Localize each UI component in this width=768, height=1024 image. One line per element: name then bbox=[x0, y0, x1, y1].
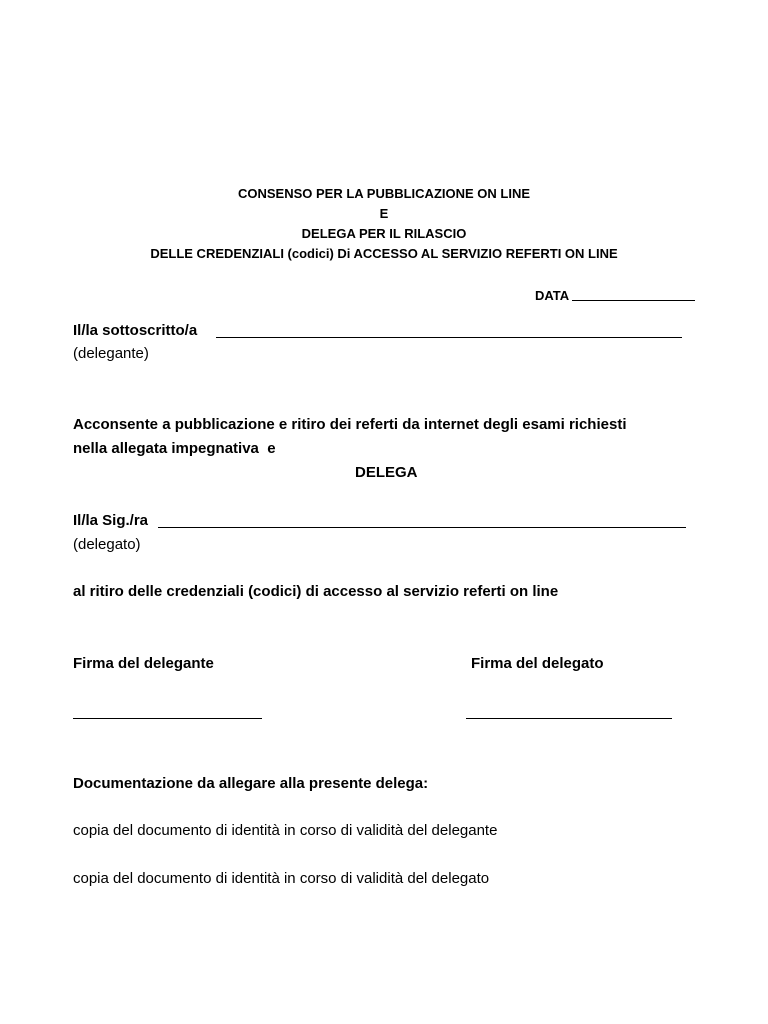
signature-delegato-label: Firma del delegato bbox=[471, 655, 604, 672]
delegante-name-line[interactable] bbox=[216, 337, 682, 338]
signature-delegato-line[interactable] bbox=[466, 718, 672, 719]
consent-text-line-1: Acconsente a pubblicazione e ritiro dei referti da internet degli esami richiesti bbox=[73, 416, 627, 433]
purpose-text: al ritiro delle credenziali (codici) di accesso al servizio referti on line bbox=[73, 583, 559, 600]
form-title-line-1: CONSENSO PER LA PUBBLICAZIONE ON LINE bbox=[237, 186, 531, 201]
date-label: DATA bbox=[535, 288, 570, 303]
signature-delegante-label: Firma del delegante bbox=[73, 655, 214, 672]
delega-heading: DELEGA bbox=[355, 464, 418, 481]
documentation-title: Documentazione da allegare alla presente delega: bbox=[73, 775, 429, 792]
delegante-label: Il/la sottoscritto/a bbox=[73, 322, 198, 339]
date-field-line[interactable] bbox=[572, 300, 695, 301]
signature-delegante-line[interactable] bbox=[73, 718, 262, 719]
delegante-role: (delegante) bbox=[73, 345, 149, 362]
form-title-line-2: E bbox=[379, 206, 389, 221]
delegato-label: Il/la Sig./ra bbox=[73, 512, 149, 529]
documentation-item: copia del documento di identità in corso di validità del delegato bbox=[73, 870, 490, 887]
form-title-line-4: DELLE CREDENZIALI (codici) Di ACCESSO AL SERVIZIO REFERTI ON LINE bbox=[150, 246, 618, 261]
consent-text-line-2: nella allegata impegnativa e bbox=[73, 440, 276, 457]
form-title-line-3: DELEGA PER IL RILASCIO bbox=[301, 226, 467, 241]
delegato-role: (delegato) bbox=[73, 536, 141, 553]
documentation-item: copia del documento di identità in corso di validità del delegante bbox=[73, 822, 498, 839]
delegato-name-line[interactable] bbox=[158, 527, 686, 528]
